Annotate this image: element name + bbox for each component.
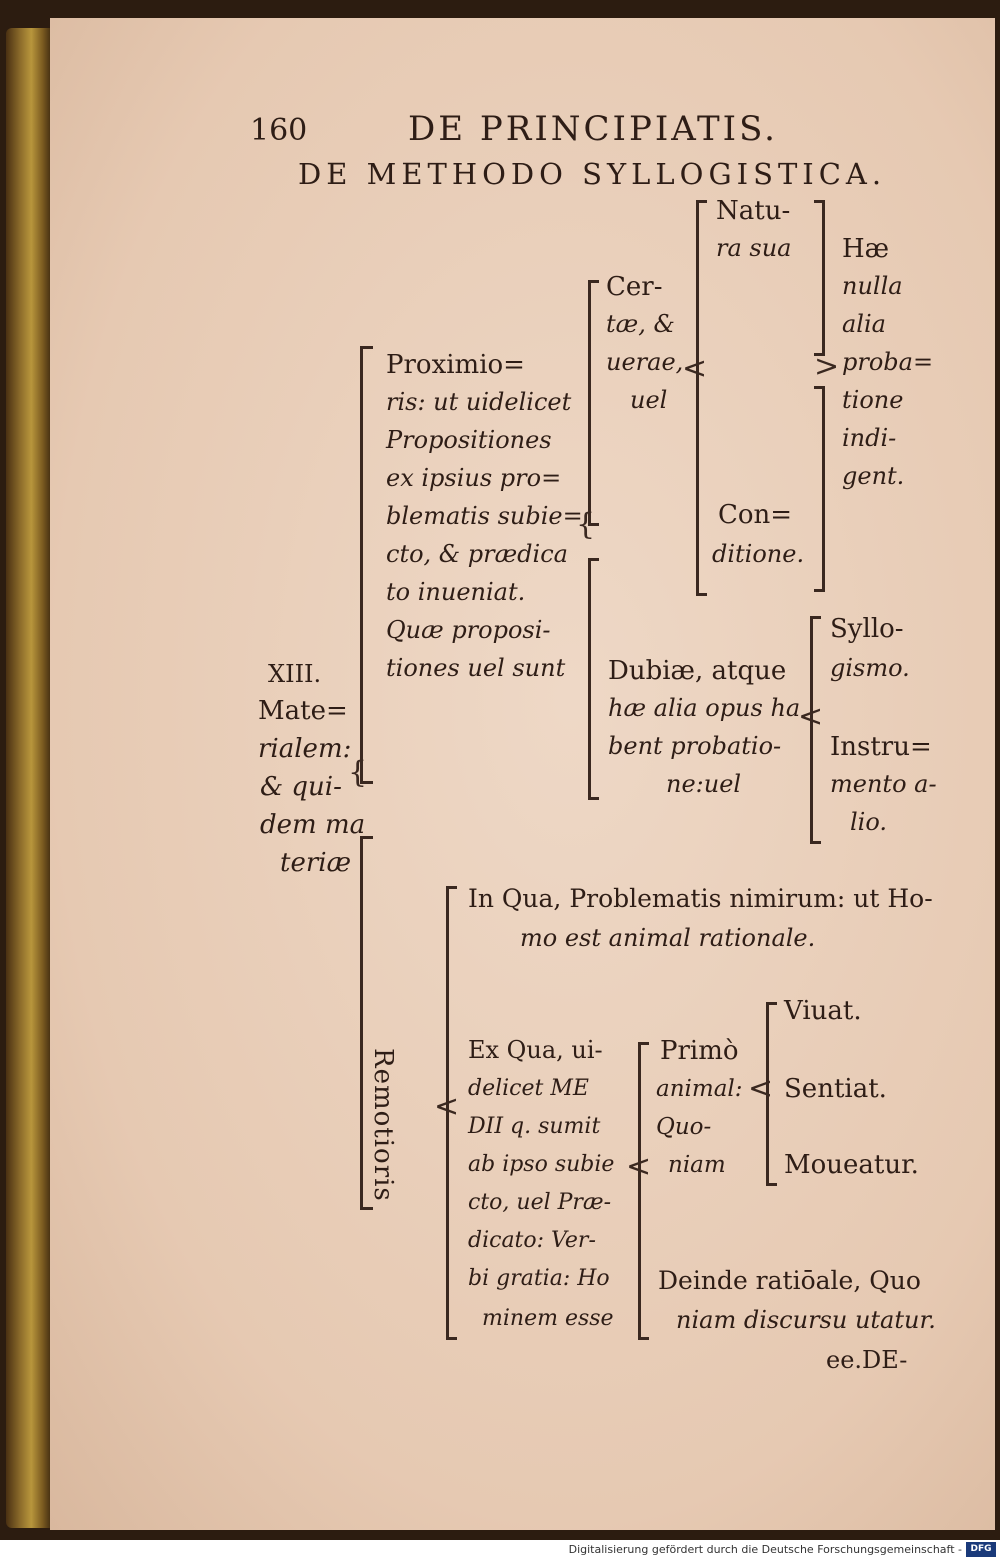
- in-qua-brace-point: <: [434, 1089, 460, 1124]
- primo-line: Primò: [660, 1036, 739, 1066]
- book-spine: [6, 28, 52, 1528]
- natura-line: ra sua: [716, 234, 792, 262]
- hae-brace-upper: [814, 200, 825, 356]
- hae-line: indi-: [842, 424, 897, 452]
- certae-dubiae-brace-point: {: [576, 507, 596, 542]
- hae-brace-point: >: [814, 349, 840, 384]
- proximioris-line: Propositiones: [386, 426, 552, 454]
- certae-brace-point: <: [682, 351, 708, 386]
- moueatur-item: Moueatur.: [784, 1150, 919, 1180]
- proximioris-line: Proximio=: [386, 350, 525, 380]
- proximioris-line: cto, & prædica: [386, 540, 568, 568]
- deinde-line: Deinde ratiōale, Quo: [658, 1266, 921, 1295]
- footer-bar: [0, 1540, 1000, 1560]
- dubiae-line: ne:uel: [666, 770, 742, 798]
- viuat-item: Viuat.: [784, 996, 862, 1026]
- deinde-line: niam discursu utatur.: [676, 1306, 936, 1334]
- certae-line: tæ, &: [606, 310, 675, 338]
- hae-line: alia: [842, 310, 886, 338]
- margin-label-line: dem ma: [260, 810, 366, 840]
- syllogismo-line: gismo.: [830, 654, 910, 682]
- dubiae-line: Dubiæ, atque: [608, 656, 787, 686]
- syllogismo-line: Syllo-: [830, 614, 904, 644]
- ex-qua-line: Ex Qua, ui-: [468, 1036, 603, 1064]
- instrumento-line: mento a-: [830, 770, 937, 798]
- proximioris-line: Quæ proposi-: [386, 616, 551, 644]
- dubiae-line: bent probatio-: [608, 732, 782, 760]
- certae-line: Cer-: [606, 272, 663, 302]
- dfg-logo: DFG: [966, 1542, 996, 1557]
- primo-line: niam: [668, 1152, 726, 1178]
- catchword: ee.DE-: [826, 1346, 908, 1374]
- ex-qua-line: bi gratia: Ho: [468, 1266, 610, 1291]
- instrumento-line: Instru=: [830, 732, 932, 762]
- margin-label-line: Mate=: [258, 696, 348, 726]
- main-brace-point: {: [348, 755, 368, 790]
- certae-dubiae-brace-upper: [588, 280, 599, 526]
- ex-qua-line: minem esse: [482, 1306, 614, 1331]
- primo-line: Quo-: [656, 1114, 712, 1140]
- in-qua-line: mo est animal rationale.: [520, 924, 816, 952]
- ex-qua-line: dicato: Ver-: [468, 1228, 596, 1253]
- syllogismo-brace-point: <: [798, 699, 824, 734]
- viuat-brace: [766, 1002, 777, 1186]
- ex-qua-line: ab ipso subie: [468, 1152, 615, 1177]
- remotioris-label: Remotioris: [368, 1048, 398, 1202]
- hae-line: gent.: [842, 462, 905, 490]
- primo-deinde-brace: [638, 1042, 649, 1340]
- conditione-line: ditione.: [712, 540, 805, 568]
- primo-brace-point: <: [748, 1071, 774, 1106]
- margin-label-line: rialem:: [258, 734, 352, 764]
- ex-qua-line: cto, uel Præ-: [468, 1190, 612, 1215]
- instrumento-line: lio.: [850, 808, 888, 836]
- proximioris-line: ex ipsius pro=: [386, 464, 562, 492]
- primo-line: animal:: [656, 1076, 743, 1102]
- natura-line: Natu-: [716, 196, 791, 226]
- certae-line: uerae,: [606, 348, 684, 376]
- certae-line: uel: [630, 386, 668, 414]
- proximioris-line: ris: ut uidelicet: [386, 388, 572, 416]
- main-brace-upper: [360, 346, 373, 784]
- hae-line: Hæ: [842, 234, 890, 264]
- proximioris-line: blematis subie=: [386, 502, 583, 530]
- book-page: [50, 18, 995, 1530]
- certae-dubiae-brace-lower: [588, 558, 599, 800]
- conditione-line: Con=: [718, 500, 793, 530]
- hae-line: proba=: [842, 348, 934, 376]
- primo-deinde-brace-point: <: [626, 1149, 652, 1184]
- margin-label-line: & qui-: [260, 772, 342, 802]
- running-title: DE PRINCIPIATIS.: [408, 109, 778, 149]
- hae-line: nulla: [842, 272, 903, 300]
- dubiae-line: hæ alia opus ha: [608, 694, 801, 722]
- page-number: 160: [250, 113, 308, 148]
- proximioris-line: tiones uel sunt: [386, 654, 566, 682]
- footer-credit: Digitalisierung gefördert durch die Deutsche Forschungsgemeinschaft -: [568, 1543, 962, 1556]
- natura-conditione-brace: [696, 200, 707, 596]
- margin-label-line: teriæ: [280, 848, 352, 878]
- proximioris-line: to inueniat.: [386, 578, 526, 606]
- ex-qua-line: DII q. sumit: [468, 1114, 601, 1139]
- hae-line: tione: [842, 386, 904, 414]
- hae-brace-lower: [814, 386, 825, 592]
- section-title: DE METHODO SYLLOGISTICA.: [298, 157, 887, 191]
- margin-label-line: XIII.: [268, 660, 322, 688]
- sentiat-item: Sentiat.: [784, 1074, 887, 1104]
- ex-qua-line: delicet ME: [468, 1076, 589, 1101]
- in-qua-line: In Qua, Problematis nimirum: ut Ho-: [468, 884, 933, 913]
